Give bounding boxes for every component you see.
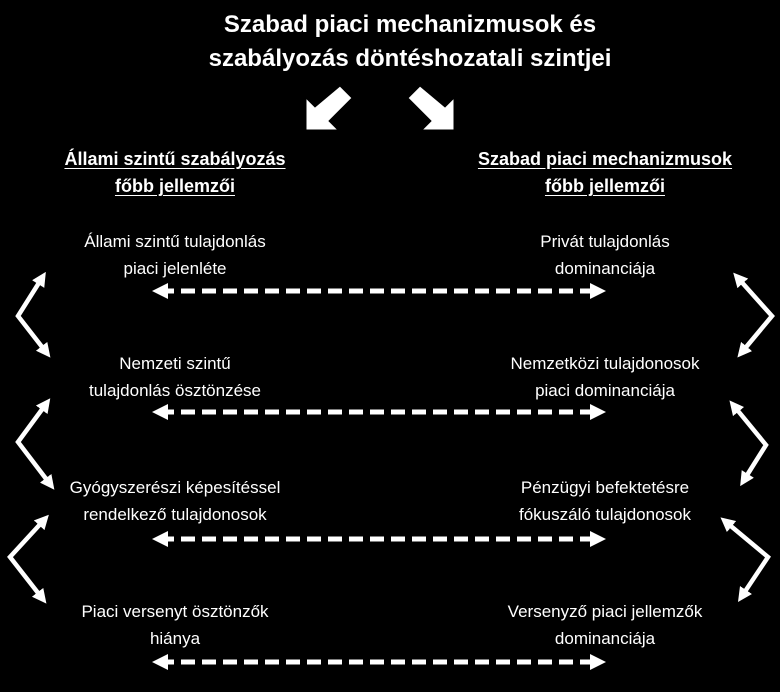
right-item-3-line-1: Pénzügyi befektetésre xyxy=(520,478,690,497)
left-chevron-arrow-1 xyxy=(18,278,46,352)
right-item-4-line-1: Versenyző piaci jellemzők xyxy=(507,602,703,621)
right-chevron-arrow-1 xyxy=(738,278,772,352)
left-item-4-line-2: hiánya xyxy=(149,629,201,648)
right-item-1-line-1: Privát tulajdonlás xyxy=(540,232,670,251)
diagram-title-line-1: Szabad piaci mechanizmusok és xyxy=(223,11,597,38)
left-item-1-line-1: Állami szintű tulajdonlás xyxy=(84,232,266,251)
left-item-1-line-2: piaci jelenléte xyxy=(123,259,227,278)
left-item-2-line-1: Nemzeti szintű xyxy=(119,354,231,373)
down-right-arrow-icon xyxy=(408,86,454,130)
left-item-4-line-1: Piaci versenyt ösztönzők xyxy=(81,602,269,621)
left-chevron-arrow-3 xyxy=(10,520,44,598)
left-item-3-line-1: Gyógyszerészi képesítéssel xyxy=(69,478,281,497)
right-item-1-line-2: dominanciája xyxy=(554,259,656,278)
left-column-heading-line-2: főbb jellemzői xyxy=(114,176,235,196)
right-item-2-line-1: Nemzetközi tulajdonosok xyxy=(510,354,700,373)
left-item-3-line-2: rendelkező tulajdonosok xyxy=(83,505,267,524)
left-column-heading-line-1: Állami szintű szabályozás xyxy=(64,149,286,169)
diagram-title-line-2: szabályozás döntéshozatali szintjei xyxy=(208,45,612,72)
left-item-2-line-2: tulajdonlás ösztönzése xyxy=(88,381,261,400)
down-left-arrow-icon xyxy=(306,86,352,130)
right-chevron-arrow-2 xyxy=(734,406,766,480)
right-chevron-arrow-3 xyxy=(726,522,768,596)
left-chevron-arrow-2 xyxy=(18,404,50,484)
right-item-4-line-2: dominanciája xyxy=(554,629,656,648)
right-item-3-line-2: fókuszáló tulajdonosok xyxy=(518,505,691,524)
right-column-heading-line-1: Szabad piaci mechanizmusok xyxy=(477,149,733,169)
right-column-heading-line-2: főbb jellemzői xyxy=(544,176,665,196)
right-item-2-line-2: piaci dominanciája xyxy=(535,381,675,400)
